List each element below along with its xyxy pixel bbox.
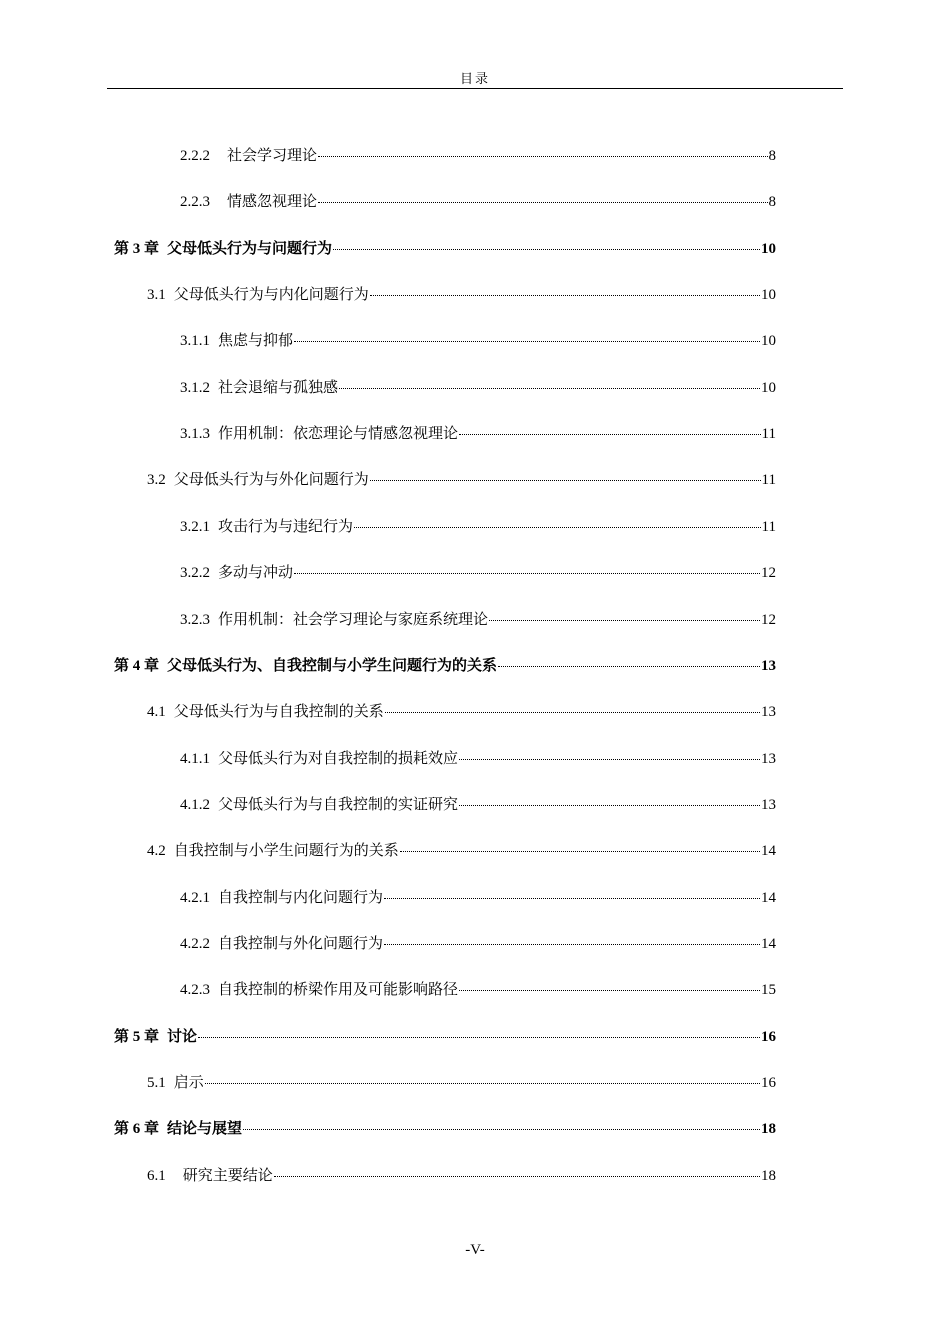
- toc-entry-number: 2.2.3: [180, 194, 210, 211]
- toc-entry-number: 第 6 章: [114, 1121, 160, 1138]
- toc-entry-page: 15: [761, 982, 776, 999]
- toc-entry-number: 3.1.1: [180, 333, 210, 350]
- toc-entry-number: 3.2.1: [180, 518, 210, 535]
- dot-leader: [333, 249, 760, 250]
- toc-entry-number: 3.2.3: [180, 611, 210, 628]
- toc-entry-title: 父母低头行为对自我控制的损耗效应: [218, 750, 459, 767]
- toc-entry-page: 13: [761, 796, 776, 813]
- toc-entry-page: 18: [761, 1121, 776, 1138]
- toc-entry[interactable]: [147, 285, 776, 305]
- toc-entry-title: 社会退缩与孤独感: [218, 379, 339, 396]
- toc-entry[interactable]: [180, 517, 776, 537]
- toc-entry-page: 12: [761, 565, 776, 582]
- toc-entry-page: 10: [761, 333, 776, 350]
- toc-entry[interactable]: [180, 980, 776, 1000]
- toc-entry-title: 启示: [173, 1075, 204, 1091]
- dot-leader: [274, 1176, 760, 1177]
- page-number: -V-: [465, 1242, 485, 1258]
- toc-entry-number: 4.2.2: [180, 935, 210, 952]
- toc-entry-number: 4.2: [147, 843, 166, 860]
- dot-leader: [384, 944, 760, 945]
- toc-entry-number: 3.2.2: [180, 565, 210, 582]
- toc-entry-title: 父母低头行为与自我控制的关系: [173, 704, 384, 721]
- toc-entry-page: 8: [768, 194, 776, 211]
- dot-leader: [400, 851, 760, 852]
- toc-entry-title: 父母低头行为与自我控制的实证研究: [218, 796, 459, 813]
- toc-entry[interactable]: [180, 795, 776, 815]
- toc-entry-number: 第 4 章: [114, 657, 160, 674]
- dot-leader: [243, 1129, 760, 1130]
- toc-entry[interactable]: [180, 749, 776, 769]
- dot-leader: [318, 156, 767, 157]
- toc-entry-title: 自我控制与小学生问题行为的关系: [173, 843, 399, 860]
- toc-entry-page: 14: [761, 935, 776, 952]
- toc-entry[interactable]: [180, 192, 776, 212]
- toc-entry-number: 4.1.2: [180, 796, 210, 813]
- dot-leader: [384, 898, 760, 899]
- toc-entry-page: 18: [761, 1167, 776, 1184]
- toc-entry[interactable]: [114, 239, 776, 259]
- toc-entry-page: 14: [761, 843, 776, 860]
- toc-entry[interactable]: [147, 470, 776, 490]
- toc-entry-title: 父母低头行为、自我控制与小学生问题行为的关系: [167, 657, 498, 674]
- toc-entry-number: 2.2.2: [180, 148, 210, 164]
- dot-leader: [339, 388, 760, 389]
- toc-entry-page: 10: [761, 240, 776, 257]
- dot-leader: [459, 990, 760, 991]
- toc-entry-page: 11: [761, 518, 776, 535]
- toc-entry-number: 3.2: [147, 472, 166, 489]
- dot-leader: [318, 202, 767, 203]
- toc-entry-number: 3.1.2: [180, 379, 210, 396]
- dot-leader: [459, 805, 760, 806]
- toc-entry-title: 社会学习理论: [227, 148, 318, 164]
- toc-entry[interactable]: [147, 1166, 776, 1186]
- toc-entry-number: 3.1.3: [180, 426, 210, 443]
- toc-entry[interactable]: [180, 331, 776, 351]
- toc-entry-page: 16: [761, 1075, 776, 1091]
- dot-leader: [489, 620, 760, 621]
- toc-entry[interactable]: [180, 563, 776, 583]
- toc-entry-title: 讨论: [167, 1028, 198, 1045]
- dot-leader: [498, 666, 760, 667]
- toc-entry-title: 结论与展望: [167, 1121, 243, 1138]
- toc-entry-page: 13: [761, 750, 776, 767]
- toc-entry-title: 作用机制：依恋理论与情感忽视理论: [218, 426, 459, 443]
- header-rule: [107, 88, 843, 89]
- dot-leader: [294, 573, 760, 574]
- dot-leader: [385, 712, 760, 713]
- dot-leader: [354, 527, 761, 528]
- toc-entry[interactable]: [180, 378, 776, 398]
- dot-leader: [459, 759, 760, 760]
- toc-entry[interactable]: [114, 656, 776, 676]
- toc-entry[interactable]: [180, 888, 776, 908]
- toc-entry-title: 作用机制：社会学习理论与家庭系统理论: [218, 611, 489, 628]
- toc-entry-title: 自我控制的桥梁作用及可能影响路径: [218, 982, 459, 999]
- toc-entry-number: 第 5 章: [114, 1028, 160, 1045]
- toc-entry-page: 8: [768, 148, 776, 164]
- toc-entry-page: 16: [761, 1028, 776, 1045]
- toc-entry-number: 6.1: [147, 1167, 166, 1184]
- toc-entry-title: 攻击行为与违纪行为: [218, 518, 354, 535]
- toc-entry-page: 14: [761, 889, 776, 906]
- toc-entry-number: 4.1.1: [180, 750, 210, 767]
- toc-entry-number: 5.1: [147, 1075, 166, 1091]
- toc-entry-page: 13: [761, 704, 776, 721]
- toc-entry[interactable]: [147, 841, 776, 861]
- header-title: 目录: [459, 71, 490, 86]
- toc-entry-page: 12: [761, 611, 776, 628]
- toc-entry[interactable]: [180, 424, 776, 444]
- dot-leader: [198, 1037, 760, 1038]
- toc-entry-page: 11: [761, 426, 776, 443]
- toc-entry[interactable]: [147, 702, 776, 722]
- toc-entry-title: 研究主要结论: [182, 1167, 273, 1184]
- toc-entry[interactable]: [114, 1119, 776, 1139]
- dot-leader: [370, 480, 761, 481]
- toc-entry[interactable]: [180, 934, 776, 954]
- toc-entry-title: 自我控制与外化问题行为: [218, 935, 384, 952]
- toc-entry-title: 情感忽视理论: [227, 194, 318, 211]
- toc-entry-page: 13: [761, 657, 776, 674]
- toc-entry-page: 11: [761, 472, 776, 489]
- toc-entry[interactable]: [180, 610, 776, 630]
- toc-entry-number: 4.2.3: [180, 982, 210, 999]
- dot-leader: [459, 434, 761, 435]
- toc-entry-page: 10: [761, 379, 776, 396]
- dot-leader: [294, 341, 760, 342]
- dot-leader: [370, 295, 760, 296]
- toc-entry-page: 10: [761, 287, 776, 304]
- toc-entry-title: 父母低头行为与外化问题行为: [173, 472, 369, 489]
- toc-entry[interactable]: [114, 1027, 776, 1047]
- toc-entry-title: 焦虑与抑郁: [218, 333, 294, 350]
- toc-entry-number: 3.1: [147, 287, 166, 304]
- dot-leader: [205, 1083, 760, 1084]
- toc-entry-title: 父母低头行为与内化问题行为: [173, 287, 369, 304]
- toc-entry-title: 父母低头行为与问题行为: [167, 240, 333, 257]
- toc-entry-title: 自我控制与内化问题行为: [218, 889, 384, 906]
- toc-entry[interactable]: [147, 1073, 776, 1093]
- toc-entry-number: 4.1: [147, 704, 166, 721]
- toc-entry-title: 多动与冲动: [218, 565, 294, 582]
- toc-entry-number: 第 3 章: [114, 240, 160, 257]
- toc-entry[interactable]: [180, 146, 776, 166]
- toc-entry-number: 4.2.1: [180, 889, 210, 906]
